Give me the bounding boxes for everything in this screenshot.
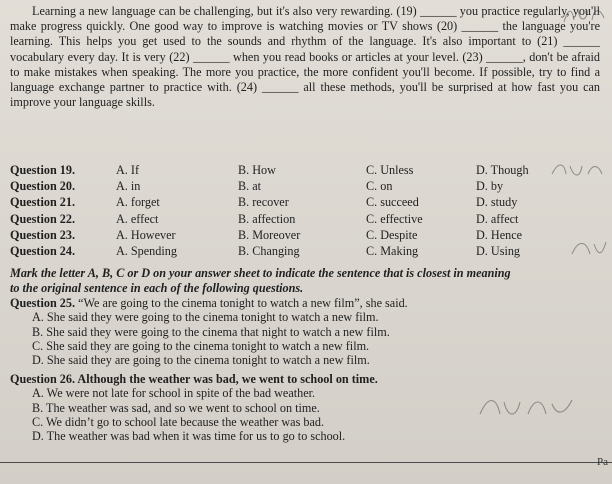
option-d: D. She said they are going to the cinema tonight to watch a new film. [32,353,370,368]
option-c: C. We didn’t go to school late because the weather was bad. [32,414,324,429]
option-b: B. affection [238,211,296,226]
question-row [10,211,610,227]
option-b: B. The weather was sad, and so we went to school on time. [32,400,320,415]
reading-passage: Learning a new language can be challenging, but it's also very rewarding. (19) ______ you practice regularly, you'll make progress quickly. One good way to improve is watching movies or TV shows (20) ______ the language you're learning. This helps you get used to the sounds and rhythm of the language. It's also important to (21) ______ vocabulary every day. It is very (22) ______ when you read books or articles at your level. (23) ______, don't be afraid to make mistakes when speaking. The more you practice, the more confident you'll become. If possible, try to find a language exchange partner to practice with. (24) ______ all these methods, you'll be surprised at how fast you can improve your language skills. [10,4,600,110]
option-a: A. She said they were going to the cinema tonight to watch a new film. [32,310,379,325]
question-number: Question 24. [10,243,76,258]
option-c: C. Making [366,243,419,258]
option-d: D. affect [476,211,519,226]
option-c: C. Unless [366,163,414,177]
option-a: A. We were not late for school in spite of the bad weather. [32,386,316,401]
page-corner-label: Pa [597,456,608,468]
question-row [10,194,610,210]
question-row [10,227,610,243]
option-a: A. However [116,227,176,242]
option-b: B. at [238,179,262,194]
option-a: A. Spending [116,243,177,258]
question-number: Question 23. [10,227,76,242]
cloze-question-grid [10,162,610,259]
option-d: D. Hence [476,227,523,242]
question-row [10,178,610,194]
option-b: B. She said they were going to the cinema that night to watch a new film. [32,324,390,339]
option-d: D. The weather was bad when it was time for us to go to school. [32,429,346,444]
question-stem [10,372,610,386]
option-a: A. If [116,163,140,177]
question-stem-text: “We are going to the cinema tonight to watch a new film”, she said. [78,296,408,310]
question-number: Question 22. [10,211,76,226]
question-number: Question 26. [10,372,76,386]
option-b: B. Moreover [238,227,301,242]
page-divider [0,462,612,463]
option-b: B. How [238,163,276,177]
question-number: Question 21. [10,195,76,210]
question-25 [10,296,610,367]
option-d: D. Though [476,163,529,177]
option-b: B. recover [238,195,289,210]
option-d: D. by [476,179,504,194]
option-a: A. forget [116,195,160,210]
instruction-line: Mark the letter A, B, C or D on your answer sheet to indicate the sentence that is closest in meaning [10,266,511,280]
question-26 [10,372,610,443]
option-a: A. effect [116,211,159,226]
option-c: C. She said they are going to the cinema tonight to watch a new film. [32,338,370,353]
question-stem [10,296,610,310]
option-c: C. Despite [366,227,418,242]
question-number: Question 25. [10,296,76,310]
instruction-line: to the original sentence in each of the following questions. [10,281,304,296]
option-d: D. Using [476,243,521,258]
section-instruction [10,266,610,296]
option-c: C. on [366,179,393,194]
option-a: A. in [116,179,141,194]
question-number: Question 19. [10,163,76,177]
question-stem-text: Although the weather was bad, we went to school on time. [77,372,378,386]
question-number: Question 20. [10,179,76,194]
question-row [10,243,610,259]
option-d: D. study [476,195,518,210]
option-c: C. succeed [366,195,419,210]
option-b: B. Changing [238,243,300,258]
option-c: C. effective [366,211,423,226]
question-row [10,162,610,178]
